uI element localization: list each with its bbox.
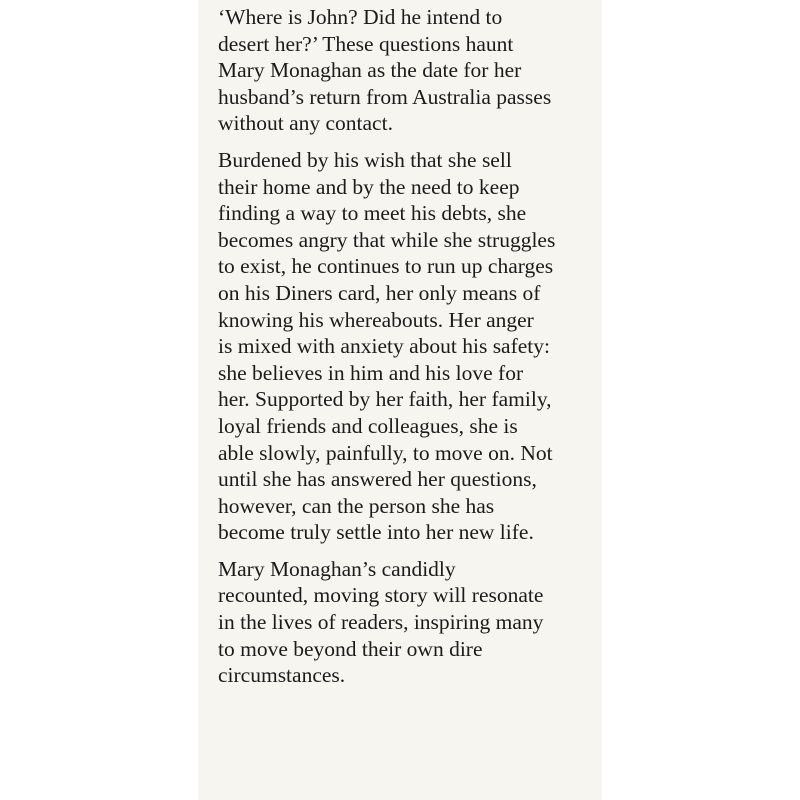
text-line: on his Diners card, her only means of <box>218 280 541 305</box>
paragraph-intro <box>218 4 598 137</box>
blurb-text <box>218 4 598 699</box>
text-line: become truly settle into her new life. <box>218 520 534 545</box>
text-line: until she has answered her questions, <box>218 467 537 492</box>
text-line: becomes angry that while she struggles <box>218 227 556 252</box>
text-line: her. Supported by her faith, her family, <box>218 387 552 412</box>
text-line: however, can the person she has <box>218 493 495 518</box>
text-line: finding a way to meet his debts, she <box>218 201 527 226</box>
text-line: Burdened by his wish that she sell <box>218 147 512 172</box>
text-line: loyal friends and colleagues, she is <box>218 413 518 438</box>
text-line: in the lives of readers, inspiring many <box>218 610 544 635</box>
text-line: recounted, moving story will resonate <box>218 583 544 608</box>
text-line: is mixed with anxiety about his safety: <box>218 334 551 359</box>
text-line: Mary Monaghan’s candidly <box>218 556 456 581</box>
text-line: Mary Monaghan as the date for her <box>218 58 522 83</box>
text-line: without any contact. <box>218 111 393 136</box>
text-line: their home and by the need to keep <box>218 174 520 199</box>
text-line: knowing his whereabouts. Her anger <box>218 307 534 332</box>
paragraph-closing <box>218 556 598 689</box>
text-line: able slowly, painfully, to move on. Not <box>218 440 553 465</box>
text-line: she believes in him and his love for <box>218 360 524 385</box>
text-line: to move beyond their own dire <box>218 636 483 661</box>
text-line: to exist, he continues to run up charges <box>218 254 554 279</box>
text-line: circumstances. <box>218 663 346 688</box>
paragraph-body <box>218 147 598 546</box>
text-line: desert her?’ These questions haunt <box>218 31 514 56</box>
text-line: husband’s return from Australia passes <box>218 84 552 109</box>
text-line: ‘Where is John? Did he intend to <box>218 5 503 29</box>
